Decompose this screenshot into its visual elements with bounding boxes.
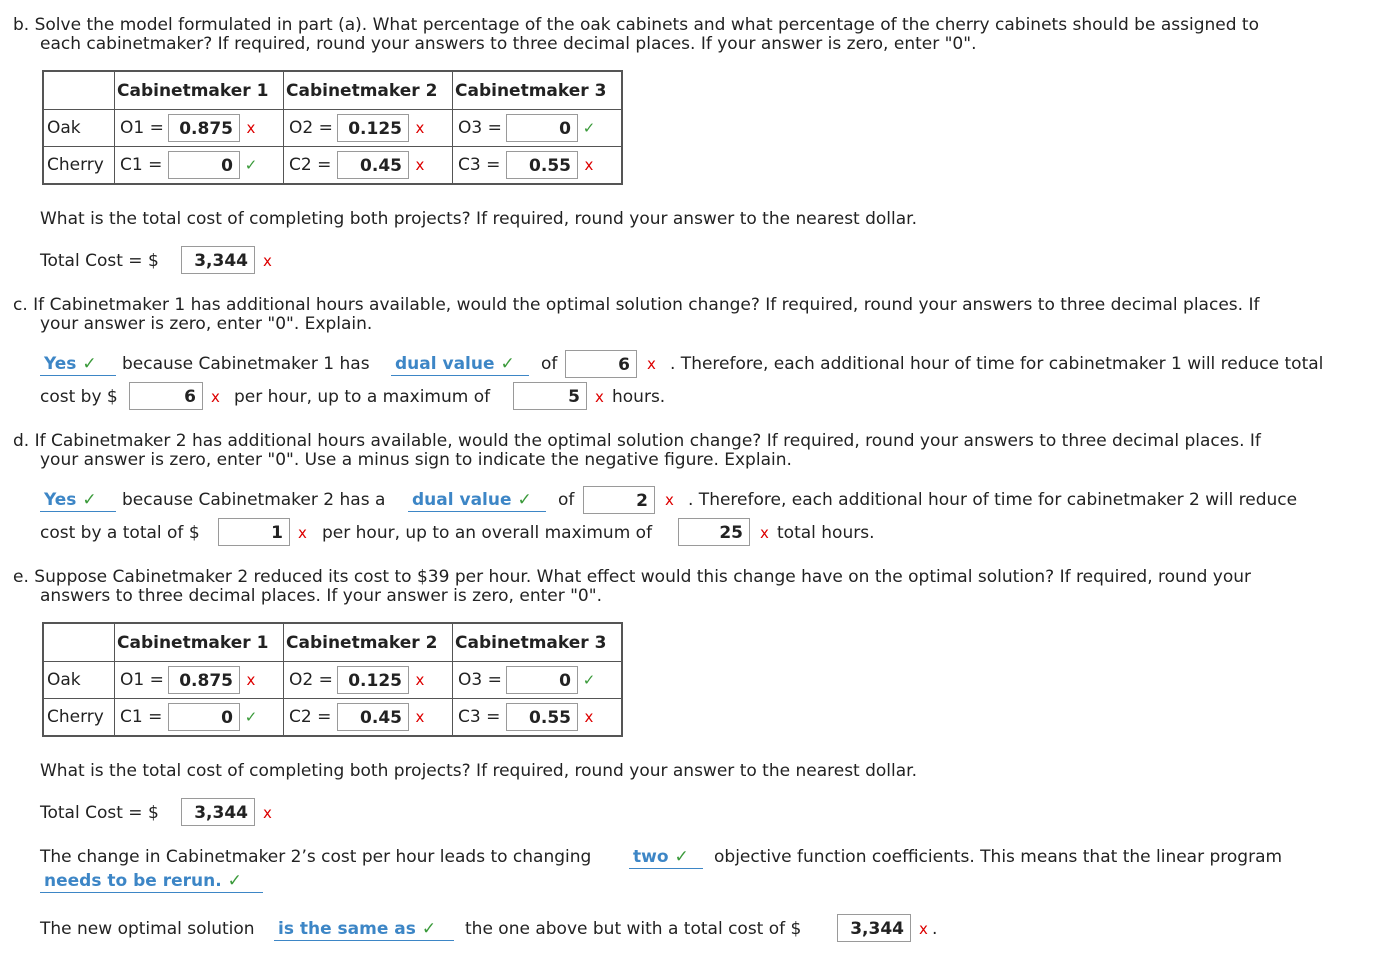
part-b-label: b. [13, 15, 30, 35]
row-label-oak: Oak [43, 662, 115, 699]
wrong-mark-icon: x [246, 119, 256, 137]
part-d-label: d. [13, 431, 30, 451]
table-row-oak: Oak O1 = 0.875 x O2 = 0.125 x O3 = 0 ✓ [43, 662, 622, 699]
wrong-mark-icon: x [595, 388, 604, 406]
wrong-mark-icon: x [760, 524, 769, 542]
part-c-yes-select[interactable]: Yes ✓ [40, 353, 116, 376]
wrong-mark-icon: x [211, 388, 220, 406]
part-d-reduce-input[interactable]: 1 [218, 518, 290, 546]
part-e-assignment-table [42, 622, 623, 737]
check-mark-icon: ✓ [244, 156, 258, 174]
part-b-total-question: What is the total cost of completing both projects? If required, round your answer to the nearest dollar. [40, 209, 918, 229]
part-c-max-hours-input[interactable]: 5 [513, 382, 587, 410]
part-b-question: b. Solve the model formulated in part (a). What percentage of the oak cabinets and what percentage of the cherry cabinets should be assigned to each cabinetmaker? If required, round your answers to three decimal places. If your answer is zero, enter "0". [13, 15, 1259, 54]
wrong-mark-icon: x [647, 355, 656, 373]
c2-input[interactable]: 0.45 [337, 703, 409, 731]
c1-input[interactable]: 0 [168, 703, 240, 731]
o1-input[interactable]: 0.875 [168, 114, 240, 142]
part-e-question: e. Suppose Cabinetmaker 2 reduced its cost to $39 per hour. What effect would this change have on the optimal solution? If required, round your answers to three decimal places. If your answer is zero, enter "0". [13, 567, 1252, 606]
c1-input[interactable]: 0 [168, 151, 240, 179]
part-b-total-input[interactable]: 3,344 [181, 246, 255, 274]
part-e-new-total-input[interactable]: 3,344 [837, 914, 911, 942]
part-d-question: d. If Cabinetmaker 2 has additional hours available, would the optimal solution change? If required, round your answers to three decimal places. If your answer is zero, enter "0". Use a minus sign to indicate the negative figure. Explain. [13, 431, 1261, 470]
header-cabinetmaker-2: Cabinetmaker 2 [284, 71, 453, 110]
part-c-question: c. If Cabinetmaker 1 has additional hours available, would the optimal solution change? If required, round your answers to three decimal places. If your answer is zero, enter "0". Explain. [13, 295, 1260, 334]
wrong-mark-icon: x [298, 524, 307, 542]
wrong-mark-icon: x [919, 920, 928, 938]
part-e-total-input[interactable]: 3,344 [181, 798, 255, 826]
check-mark-icon: ✓ [517, 490, 532, 510]
o2-input[interactable]: 0.125 [337, 666, 409, 694]
header-cabinetmaker-1: Cabinetmaker 1 [115, 71, 284, 110]
part-e-coefficients-select[interactable]: two ✓ [629, 846, 703, 869]
wrong-mark-icon: x [415, 119, 425, 137]
wrong-mark-icon: x [415, 156, 425, 174]
header-cabinetmaker-1: Cabinetmaker 1 [115, 623, 284, 662]
part-c-dual-value-select[interactable]: dual value ✓ [391, 353, 529, 376]
check-mark-icon: ✓ [582, 119, 596, 137]
check-mark-icon: ✓ [227, 871, 242, 891]
table-row-oak: Oak O1 = 0.875 x O2 = 0.125 x O3 = 0 ✓ [43, 110, 622, 147]
check-mark-icon: ✓ [82, 490, 97, 510]
o1-input[interactable]: 0.875 [168, 666, 240, 694]
row-label-cherry: Cherry [43, 699, 115, 737]
o3-input[interactable]: 0 [506, 114, 578, 142]
check-mark-icon: ✓ [421, 919, 437, 939]
check-mark-icon: ✓ [582, 671, 596, 689]
wrong-mark-icon: x [415, 708, 425, 726]
wrong-mark-icon: x [665, 491, 674, 509]
part-c-dual-amount-input[interactable]: 6 [565, 350, 637, 378]
table-row-cherry: Cherry C1 = 0 ✓ C2 = 0.45 x C3 = 0.55 x [43, 699, 622, 737]
part-d-yes-select[interactable]: Yes ✓ [40, 489, 116, 512]
check-mark-icon: ✓ [674, 847, 689, 867]
wrong-mark-icon: x [584, 156, 594, 174]
o3-input[interactable]: 0 [506, 666, 578, 694]
table-row-cherry: Cherry C1 = 0 ✓ C2 = 0.45 x C3 = 0.55 x [43, 147, 622, 185]
part-e-total-question: What is the total cost of completing both projects? If required, round your answer to the nearest dollar. [40, 761, 918, 781]
check-mark-icon: ✓ [500, 354, 515, 374]
part-d-dual-value-select[interactable]: dual value ✓ [408, 489, 546, 512]
part-b-assignment-table [42, 70, 623, 185]
wrong-mark-icon: x [263, 804, 272, 822]
header-cabinetmaker-3: Cabinetmaker 3 [453, 71, 623, 110]
wrong-mark-icon: x [415, 671, 425, 689]
part-e-total-label: Total Cost = $ [40, 803, 159, 823]
part-e-label: e. [13, 567, 29, 587]
part-b-total-label: Total Cost = $ [40, 251, 159, 271]
check-mark-icon: ✓ [82, 354, 97, 374]
part-d-dual-amount-input[interactable]: 2 [583, 486, 655, 514]
c3-input[interactable]: 0.55 [506, 703, 578, 731]
wrong-mark-icon: x [246, 671, 256, 689]
wrong-mark-icon: x [263, 252, 272, 270]
part-c-reduce-input[interactable]: 6 [129, 382, 203, 410]
o2-input[interactable]: 0.125 [337, 114, 409, 142]
header-cabinetmaker-2: Cabinetmaker 2 [284, 623, 453, 662]
part-c-label: c. [13, 295, 28, 315]
header-cabinetmaker-3: Cabinetmaker 3 [453, 623, 623, 662]
part-d-max-hours-input[interactable]: 25 [678, 518, 750, 546]
part-e-rerun-select[interactable]: needs to be rerun. ✓ [40, 870, 263, 893]
part-e-same-select[interactable]: is the same as ✓ [274, 918, 454, 941]
row-label-cherry: Cherry [43, 147, 115, 185]
wrong-mark-icon: x [584, 708, 594, 726]
row-label-oak: Oak [43, 110, 115, 147]
c2-input[interactable]: 0.45 [337, 151, 409, 179]
c3-input[interactable]: 0.55 [506, 151, 578, 179]
check-mark-icon: ✓ [244, 708, 258, 726]
